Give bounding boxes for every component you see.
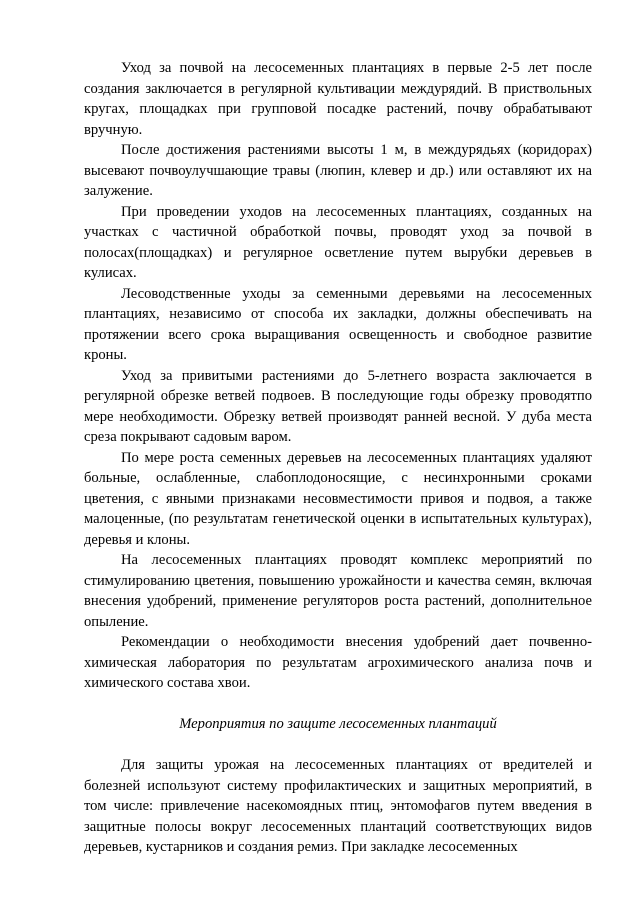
paragraph-partial-tillage: При проведении уходов на лесосеменных плантациях, созданных на участках с частичной обработкой почвы, проводят уход за почвой в полосах(площадках) и регулярное осветление путем вырубки деревьев в кулисах.	[84, 203, 592, 281]
paragraph-crop-protection: Для защиты урожая на лесосеменных плантациях от вредителей и болезней используют систему профилактических и защитных мероприятий, в том числе: привлечение насекомоядных птиц, энтомофагов путем введения в защитные полосы вокруг лесосеменных плантаций соответствующих видов деревьев, кустарников и создания ремиз. При закладке лесосеменных	[84, 757, 592, 855]
paragraph-grass-sowing: После достижения растениями высоты 1 м, в междурядьях (коридорах) высевают почвоулучшающие травы (люпин, клевер и др.) или оставляют их на залужение.	[84, 142, 592, 199]
section-title: Мероприятия по защите лесосеменных плантаций	[179, 715, 497, 732]
paragraph-tree-removal: По мере роста семенных деревьев на лесосеменных плантациях удаляют больные, ослабленные, слабоплодоносящие, с несинхронными сроками цветения, с явными признаками несовместимости привоя и подвоя, а также малоценные, (по результатам генетической оценки в испытательных культурах), деревья и клоны.	[84, 449, 592, 548]
document-page	[84, 58, 592, 858]
paragraph-flowering-stimulation: На лесосеменных плантациях проводят комплекс мероприятий по стимулированию цветения, повышению урожайности и качества семян, включая внесения удобрений, применение регуляторов роста растений, дополнительное опыление.	[84, 552, 592, 630]
paragraph-grafted-plants: Уход за привитыми растениями до 5-летнего возраста заключается в регулярной обрезке ветвей подвоев. В последующие годы обрезку проводятпо мере необходимости. Обрезку ветвей производят ранней весной. У дуба места среза покрывают садовым варом.	[84, 367, 592, 445]
paragraph-fertilizer-recommendations: Рекомендации о необходимости внесения удобрений дает почвенно-химическая лаборатория по результатам агрохимического анализа почв и химического состава хвои.	[84, 634, 592, 691]
paragraph-soil-care: Уход за почвой на лесосеменных плантациях в первые 2-5 лет после создания заключается в регулярной культивации междурядий. В приствольных кругах, площадках при групповой посадке растений, почву обрабатывают вручную.	[84, 60, 592, 138]
paragraph-silvicultural-care: Лесоводственные уходы за семенными деревьями на лесосеменных плантациях, независимо от способа их закладки, должны обеспечивать на протяжении всего срока выращивания освещенность и свободное развитие кроны.	[84, 285, 592, 363]
